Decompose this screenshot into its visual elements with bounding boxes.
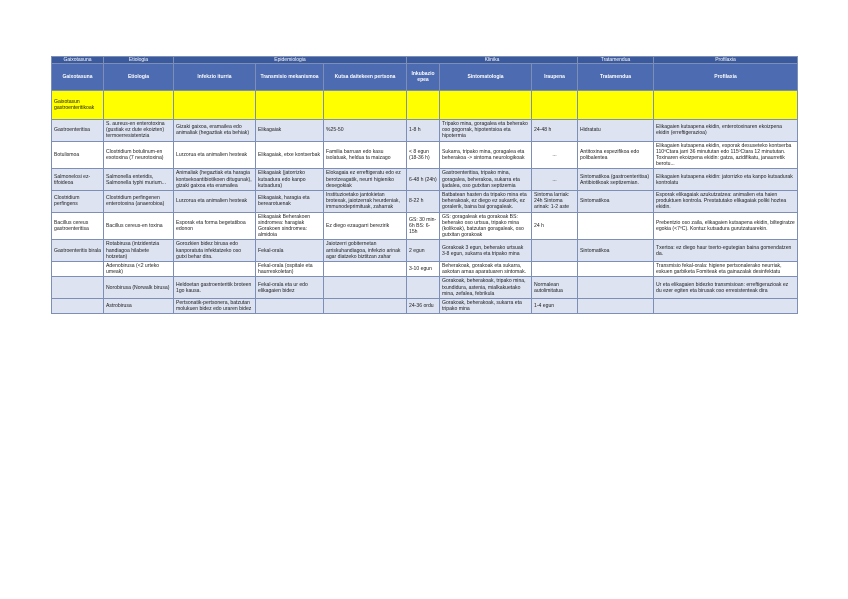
table-cell xyxy=(654,91,798,120)
table-cell: Fekal-orala eta ur edo elikagaien bidez xyxy=(256,277,324,299)
table-cell xyxy=(52,299,104,314)
column-header: Transmisio mekanismoa xyxy=(256,64,324,91)
table-cell: Ez diego ezaugarri berezirik xyxy=(324,212,407,240)
table-cell: Clostridium botulinum-en exotoxina (7 neurotoxina) xyxy=(104,141,174,169)
table-cell xyxy=(324,262,407,277)
table-cell: Elikagaiak Beherakoen sindromea: haragiak Gorakoen sindromea: almidoia xyxy=(256,212,324,240)
table-cell: Prebentzio oso zaila, elikagaien kutsapena ekidin, biltegiratze egokia (<7ºC). Kontuz kutsadura gurutzatuarekin. xyxy=(654,212,798,240)
table-cell xyxy=(654,299,798,314)
table-cell: Batbatean hasten da tripako mina eta beherakoak, ez diego ez sukarrik, ez goralerik, baina bai goragaleak. xyxy=(440,191,532,213)
group-header: Epidemiologia xyxy=(174,57,407,64)
group-header: Gaixotasuna xyxy=(52,57,104,64)
table-cell: Lurzorua eta animalien hesteak xyxy=(174,191,256,213)
table-cell: Pertsonatik-pertsonera, batzutan molukuen bidez edo uraren bidez xyxy=(174,299,256,314)
table-cell: Elikagaiak xyxy=(256,120,324,142)
table-cell: S. aureus-en enterotoxina (gustiak ez dute ekoizten) termoerresistentzia xyxy=(104,120,174,142)
table-cell: Adenobirusa (<2 urteko umeak) xyxy=(104,262,174,277)
table-cell xyxy=(324,299,407,314)
table-cell: Bacillus cereus gastroenteritisa xyxy=(52,212,104,240)
table-cell: Esporak eta forma begetatiboa edonon xyxy=(174,212,256,240)
table-cell: ... xyxy=(532,169,578,191)
table-cell: Animaliak (hegaztiak eta haragia kontsekoantibiotikoen ditugunak), gizaki gaixoa eta eramailea xyxy=(174,169,256,191)
table-row xyxy=(52,262,798,277)
column-header: Etiologia xyxy=(104,64,174,91)
column-header: Infekzio iturria xyxy=(174,64,256,91)
table-cell xyxy=(324,91,407,120)
table-cell xyxy=(256,91,324,120)
table-cell: Normalean autolimitatua xyxy=(532,277,578,299)
table-cell: Gastroenteritis birala xyxy=(52,240,104,262)
table-cell: Gastroenteritisa xyxy=(52,120,104,142)
table-cell xyxy=(532,91,578,120)
table-cell: 24-36 ordu xyxy=(407,299,440,314)
table-cell: Botulismoa xyxy=(52,141,104,169)
table-cell: Gorakoak, beherakoak, sukarra eta tripako mina xyxy=(440,299,532,314)
column-header: Iraupena xyxy=(532,64,578,91)
table-cell: Clostridium perfingenen enterotoxina (anaerobioa) xyxy=(104,191,174,213)
table-row xyxy=(52,169,798,191)
table-cell: Rotabirusa (intzidentzia handiagoa hilabete hotzetan) xyxy=(104,240,174,262)
column-header-row xyxy=(52,64,798,91)
table-cell: 2 egun xyxy=(407,240,440,262)
table-cell: Gizaki gaixoa, eramailea edo animaliak (hegaztiak eta behiak) xyxy=(174,120,256,142)
table-cell: Elikagaien kutsapena ekidin, esporak desuseteko kontserba 110ºCtara jarri 36 minututan edo 115ºCtara 12 minututan. Toxinaren ekoizpena ekidin: gatza, azidifikatu, janaurretik berotu... xyxy=(654,141,798,169)
table-cell: Beherakoak, gorakoak eta sukarra, askotan arnas aparatuaren sintomak. xyxy=(440,262,532,277)
table-cell: 1-4 egun xyxy=(532,299,578,314)
table-cell: Salmonella enteridis, Salmonella typhi murium... xyxy=(104,169,174,191)
table-cell: Hidratatu xyxy=(578,120,654,142)
table-cell: Gorakoak, beherakoak, tripako mina, txundidura, astenia, mialkakuetako mina, zefalea, febrikula xyxy=(440,277,532,299)
group-header: Klinika xyxy=(407,57,578,64)
table-cell xyxy=(578,299,654,314)
table-cell: Gorozkien bidez birusa edo kanporatuta infektatzeko oso gutxi behar dira. xyxy=(174,240,256,262)
table-cell xyxy=(407,91,440,120)
table-body xyxy=(52,91,798,314)
table-cell: Sintomatikoa xyxy=(578,191,654,213)
table-cell: GS: goragaleak eta gorakoak BS: beherako oso urtsua, tripako mina (kolikoak), batzutan goragaleak, oso gutxitan gorakoak xyxy=(440,212,532,240)
column-header: Sintomatologia xyxy=(440,64,532,91)
table-cell xyxy=(578,277,654,299)
table-cell: Clostridium perfingens xyxy=(52,191,104,213)
group-header: Etiologia xyxy=(104,57,174,64)
table-cell: Elokagaia ez erreftigeratu edo ez berotzeagatik, neurri higieniko desegokiak xyxy=(324,169,407,191)
table-cell xyxy=(578,212,654,240)
table-cell xyxy=(532,240,578,262)
table-cell: Lurzorua eta animalien hesteak xyxy=(174,141,256,169)
table-cell xyxy=(256,299,324,314)
table-cell xyxy=(52,262,104,277)
table-cell xyxy=(174,262,256,277)
group-header: Tratamendua xyxy=(578,57,654,64)
table-cell: Sukarra, tripako mina, goragalea eta beherakoa -> sintoma neurologikoak xyxy=(440,141,532,169)
table-cell: < 8 egun (18-36 h) xyxy=(407,141,440,169)
table-row xyxy=(52,277,798,299)
table-cell: 3-10 egun xyxy=(407,262,440,277)
table-cell xyxy=(174,91,256,120)
table-cell: Ur eta elikagaien bidezko transmisioan: erreftigerazioak ez du ezer egiten eta birusak oso erresistenteak dira xyxy=(654,277,798,299)
table-cell: 24-48 h xyxy=(532,120,578,142)
table-cell: Instituzioetako jantokietan brotexak, jaiotzerrak heurdeniak, immunodeprimituak, zaharrak xyxy=(324,191,407,213)
table-cell: Sintoma larriak: 24h Sintoma arinak: 1-2 aste xyxy=(532,191,578,213)
table-cell: Sintomatikoa xyxy=(578,240,654,262)
table-cell: Astrobirusa xyxy=(104,299,174,314)
table-cell: Familia barruan edo kasu isolatuak, heldua ta maizago xyxy=(324,141,407,169)
table-cell: Txertoa: ez diego haur txerto-egutegian baina gomendatzen da. xyxy=(654,240,798,262)
table-cell: Elikagaien kutsapena ekidin, enterotoxinaren ekoizpena ekidin (erreftigerazioa) xyxy=(654,120,798,142)
table-cell: Elikagaien kutsapena ekidin: jatorrizko eta kanpo kutsadurak kontrolatu xyxy=(654,169,798,191)
table-cell xyxy=(324,277,407,299)
table-cell: Elikagaiak (jatorrizko kutsadura edo kanpo kutsadura) xyxy=(256,169,324,191)
column-header: Gaixotasuna xyxy=(52,64,104,91)
table-row xyxy=(52,240,798,262)
table-cell: GS: 30 min-6h BS: 6-15h xyxy=(407,212,440,240)
table-cell: Antitoxina espezifikoa edo polibalentea xyxy=(578,141,654,169)
table-row xyxy=(52,212,798,240)
table-cell: Esporak elikagaiak azukutzatzea: animalien eta haien produktuen kontrola. Prestatutako elikagaiak poliki hoztea ekidin. xyxy=(654,191,798,213)
table-cell xyxy=(52,277,104,299)
table-cell: Fekal-orala xyxy=(256,240,324,262)
table-cell: Salmonelosi ez-tifoideoa xyxy=(52,169,104,191)
table-cell xyxy=(104,91,174,120)
table-cell: Jaiotzerri gobiternetan arriskuhandiagoa, infekzio arinak agar diatzeko biztitzan zahar xyxy=(324,240,407,262)
table-cell: %25-50 xyxy=(324,120,407,142)
column-header: Profilaxia xyxy=(654,64,798,91)
table-row xyxy=(52,120,798,142)
table-cell: Transmisio fekal-orala: higiene pertsonalerako neurriak, eskuen garbiketa Fomiteak eta gainazalak desinfektatu xyxy=(654,262,798,277)
table-row xyxy=(52,141,798,169)
table-cell: Tripako mina, goragalea eta beherako oso gogorrak, hipotentsioa eta hipotermia xyxy=(440,120,532,142)
table-cell: Sintomatikoa (gastroenteritisa) Antibiotikoak septizemian. xyxy=(578,169,654,191)
table-cell: Norobirusa (Norwalk birusa) xyxy=(104,277,174,299)
group-header-row xyxy=(52,57,798,64)
table-cell: 8-22 h xyxy=(407,191,440,213)
group-header: Profilaxia xyxy=(654,57,798,64)
column-header: Tratamendua xyxy=(578,64,654,91)
table-cell: 24 h xyxy=(532,212,578,240)
table-cell: Elikagaiak, haragia eta berearotuenak xyxy=(256,191,324,213)
column-header: Inkubazio epea xyxy=(407,64,440,91)
table-cell: Gorakoak 3 egun, beherako urtsuak 3-8 egun, sukarra eta tripako mina xyxy=(440,240,532,262)
table-cell xyxy=(407,277,440,299)
table-cell xyxy=(578,262,654,277)
table-cell xyxy=(532,262,578,277)
table-cell xyxy=(578,91,654,120)
table-cell: 1-8 h xyxy=(407,120,440,142)
table-row xyxy=(52,299,798,314)
table-cell: Elikagaiak, etxe kontserbak xyxy=(256,141,324,169)
table-cell: Fekal-orala (ospitale eta haurreskoletan) xyxy=(256,262,324,277)
table-cell: Gastroenteritisa, tripako mina, goragalea, beherakoa, sukarra eta ijadalea, oso gutxitan septizemia xyxy=(440,169,532,191)
table-cell: Heldoetan gastroenteritik broteen 1go kausa. xyxy=(174,277,256,299)
table-cell: 6-48 h (24h) xyxy=(407,169,440,191)
table-cell: Bacillus cereus-en toxina xyxy=(104,212,174,240)
column-header: Kutsa daitekeen pertsona xyxy=(324,64,407,91)
table-row xyxy=(52,91,798,120)
table-cell: ... xyxy=(532,141,578,169)
table-cell: Gaixotasun gastroenteritikoak xyxy=(52,91,104,120)
gastroenteritis-table xyxy=(51,56,798,314)
table-row xyxy=(52,191,798,213)
table-cell xyxy=(440,91,532,120)
